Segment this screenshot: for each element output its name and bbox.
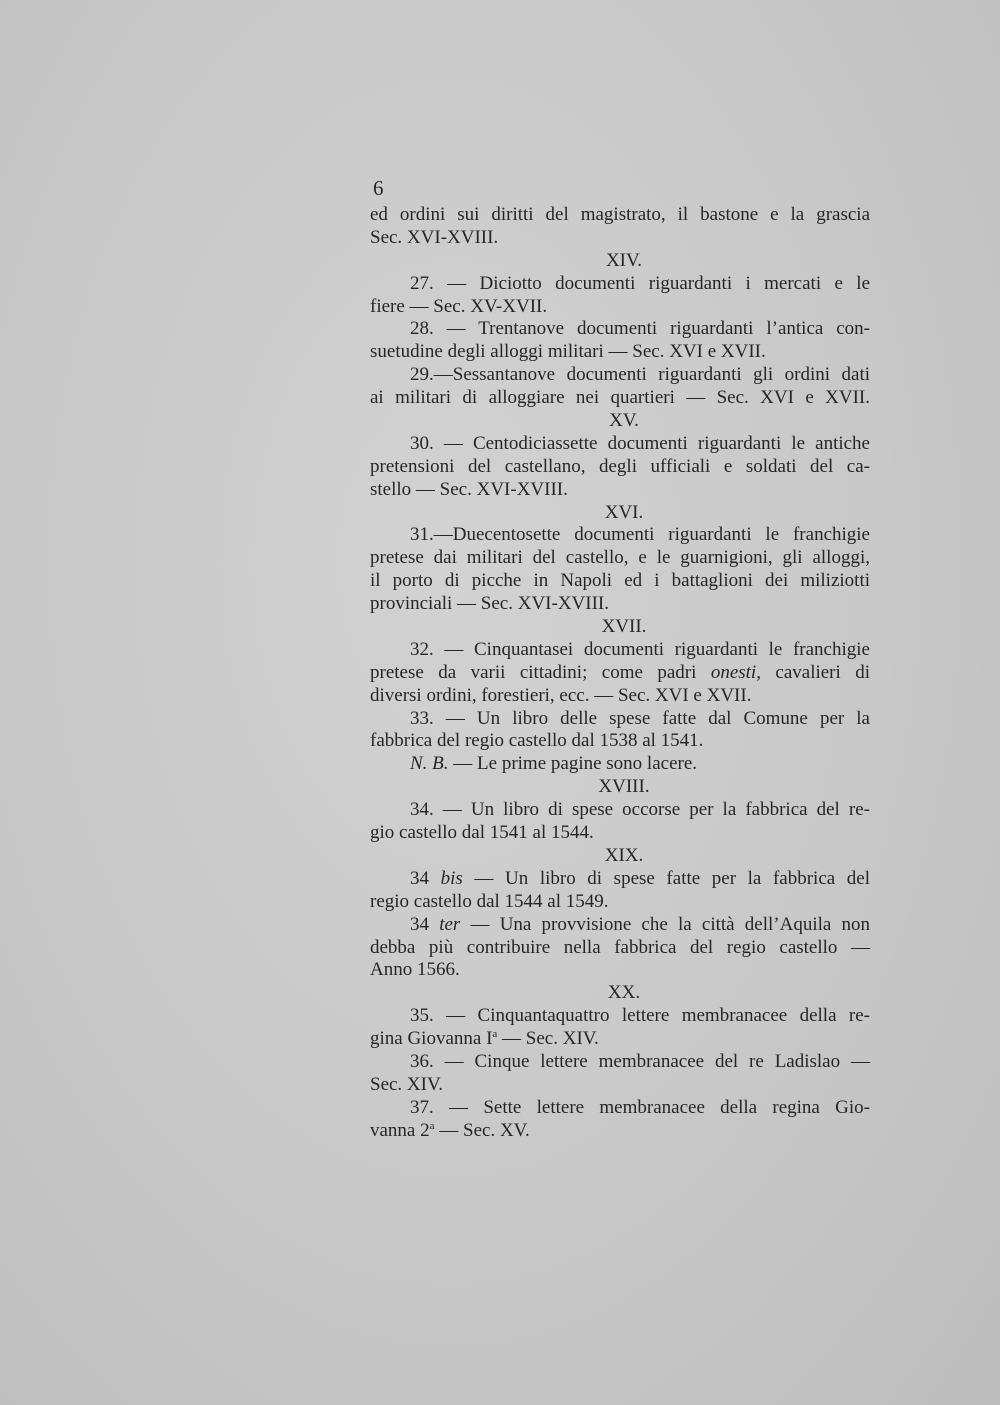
line-text: 36. — Cinque lettere membranacee del re Ladislao —: [410, 1050, 870, 1072]
text-span: 34: [410, 913, 440, 935]
line-text: diversi ordini, forestieri, ecc. — Sec. XVI e XVII.: [370, 684, 752, 706]
line-text: 35. — Cinquantaquattro lettere membranacee della re-: [410, 1005, 870, 1027]
line-text: suetudine degli alloggi militari — Sec. XVI e XVII.: [370, 341, 766, 363]
line-text: debba più contribuire nella fabbrica del regio castello —: [370, 936, 870, 958]
line-text: 30. — Centodiciassette documenti riguardanti le antiche: [410, 432, 870, 454]
text-line: [370, 730, 870, 753]
text-line: [370, 547, 870, 570]
text-line: [370, 753, 870, 776]
text-line: [370, 273, 870, 296]
text-line: [370, 456, 870, 479]
text-line: [370, 1097, 870, 1120]
line-text: pretese dai militari del castello, e le guarnigioni, gli alloggi,: [370, 547, 870, 569]
text-line: [370, 296, 870, 319]
text-line: [370, 387, 870, 410]
line-text: gio castello dal 1541 al 1544.: [370, 822, 594, 844]
line-text: ai militari di alloggiare nei quartieri — Sec. XVI e XVII.: [370, 387, 870, 409]
text-span: vanna 2: [370, 1119, 430, 1141]
line-text: pretensioni del castellano, degli ufficiali e soldati del ca-: [370, 455, 870, 477]
text-line: [370, 662, 870, 685]
document-text: [370, 204, 870, 1143]
section-heading: [370, 616, 870, 639]
line-text: Sec. XIV.: [370, 1073, 444, 1095]
text-line: [370, 524, 870, 547]
text-line: [370, 1005, 870, 1028]
text-span: pretese da varii cittadini; come padri: [370, 661, 711, 683]
text-line: [370, 639, 870, 662]
italic-text: bis: [440, 867, 463, 889]
text-line: [370, 959, 870, 982]
section-heading: [370, 250, 870, 273]
line-text: provinciali — Sec. XVI-XVIII.: [370, 593, 610, 615]
text-line: [370, 1028, 870, 1051]
text-line: [370, 318, 870, 341]
line-text: 37. — Sette lettere membranacee della regina Gio-: [410, 1096, 870, 1118]
text-line: [370, 799, 870, 822]
line-text: 27. — Diciotto documenti riguardanti i mercati e le: [410, 272, 870, 294]
heading-text: XVI.: [604, 501, 644, 523]
text-line: [370, 914, 870, 937]
line-text: 28. — Trentanove documenti riguardanti l’antica con-: [410, 318, 870, 340]
text-line: [370, 937, 870, 960]
superscript: a: [429, 1119, 435, 1132]
text-span: cavalieri di: [760, 661, 870, 683]
text-line: [370, 708, 870, 731]
text-line: [370, 364, 870, 387]
italic-text: ter: [439, 913, 461, 935]
section-heading: [370, 845, 870, 868]
section-heading: [370, 502, 870, 525]
line-text: stello — Sec. XVI-XVIII.: [370, 478, 568, 500]
text-line: [370, 822, 870, 845]
line-text: ed ordini sui diritti del magistrato, il bastone e la grascia: [370, 204, 870, 225]
superscript: a: [492, 1028, 498, 1041]
text-span: — Le prime pagine sono lacere.: [448, 753, 698, 775]
italic-text: N. B.: [410, 753, 449, 775]
line-text: 31.—Duecentosette documenti riguardanti le franchigie: [410, 524, 870, 546]
heading-text: XVIII.: [598, 776, 650, 798]
text-span: — Un libro di spese fatte per la fabbrica del: [462, 867, 870, 889]
text-line: [370, 1074, 870, 1097]
section-heading: [370, 776, 870, 799]
text-line: [370, 593, 870, 616]
text-line: [370, 479, 870, 502]
heading-text: XIV.: [605, 249, 643, 271]
line-text: Anno 1566.: [370, 959, 460, 981]
heading-text: XIX.: [604, 844, 644, 866]
text-line: [370, 341, 870, 364]
text-span: — Una provvisione che la città dell’Aquila non: [460, 913, 871, 935]
italic-text: onesti,: [710, 661, 761, 683]
text-line: [370, 227, 870, 250]
text-span: — Sec. XIV.: [497, 1028, 599, 1050]
text-line: [370, 868, 870, 891]
line-text: fabbrica del regio castello dal 1538 al 1541.: [370, 730, 704, 752]
text-line: [370, 891, 870, 914]
text-span: — Sec. XV.: [434, 1119, 530, 1141]
section-heading: [370, 410, 870, 433]
page-number: 6: [373, 176, 384, 200]
line-text: regio castello dal 1544 al 1549.: [370, 890, 609, 912]
text-line: [370, 570, 870, 593]
heading-text: XV.: [609, 410, 639, 432]
line-text: 33. — Un libro delle spese fatte dal Comune per la: [410, 707, 870, 729]
text-line: [370, 1120, 870, 1143]
heading-text: XVII.: [601, 616, 647, 638]
line-text: Sec. XVI-XVIII.: [370, 226, 499, 248]
line-text: fiere — Sec. XV-XVII.: [370, 295, 548, 317]
text-line: [370, 1051, 870, 1074]
text-line: [370, 204, 870, 227]
line-text: il porto di picche in Napoli ed i battaglioni dei miliziotti: [370, 570, 870, 592]
heading-text: XX.: [607, 982, 641, 1004]
text-line: [370, 433, 870, 456]
line-text: 34. — Un libro di spese occorse per la fabbrica del re-: [410, 799, 870, 821]
text-span: gina Giovanna I: [370, 1028, 493, 1050]
section-heading: [370, 982, 870, 1005]
line-text: 32. — Cinquantasei documenti riguardanti le franchigie: [410, 638, 870, 660]
text-span: 34: [410, 867, 441, 889]
line-text: 29.—Sessantanove documenti riguardanti gli ordini dati: [410, 364, 870, 386]
text-line: [370, 685, 870, 708]
